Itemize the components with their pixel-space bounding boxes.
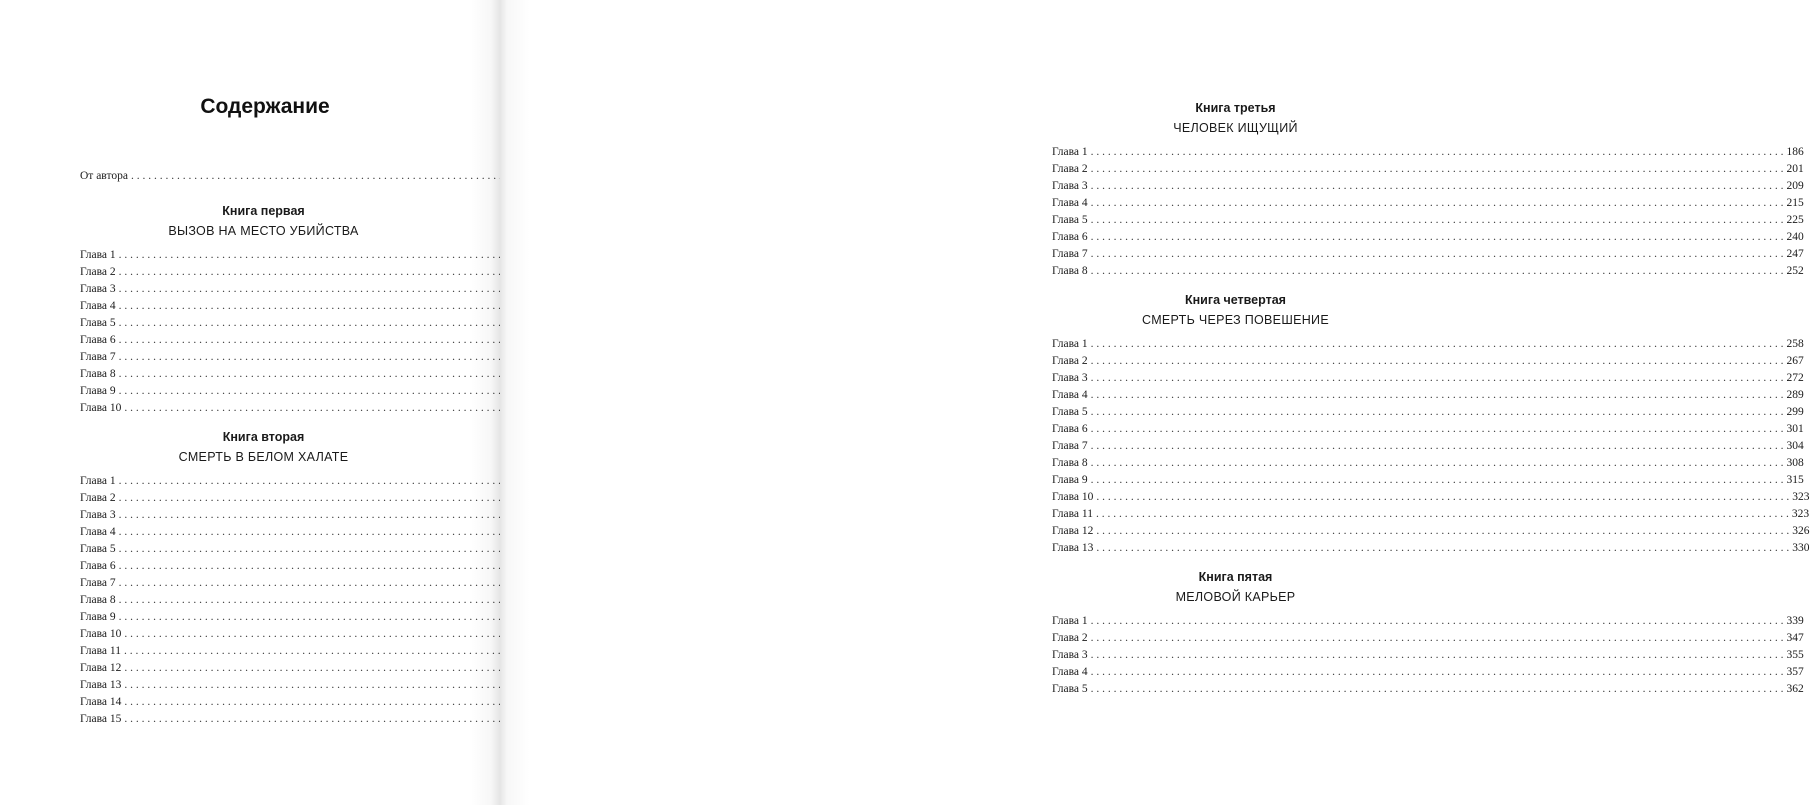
toc-entry-label: Глава 6 [1052, 231, 1088, 243]
toc-entry-page: 272 [1786, 372, 1804, 384]
toc-entry-label: Глава 5 [1052, 406, 1088, 418]
toc-entry[interactable] [1052, 144, 1804, 161]
toc-entry[interactable] [1052, 681, 1804, 698]
toc-entry-page: 323 [1791, 508, 1810, 520]
toc-entry-label: Глава 9 [80, 385, 116, 397]
toc-entry-label: Глава 1 [1052, 615, 1088, 627]
dot-leader [1091, 438, 1784, 455]
toc-entry[interactable] [80, 694, 447, 711]
dot-leader [1091, 161, 1784, 178]
toc-entry-author-note[interactable] [80, 168, 447, 185]
dot-leader [1091, 195, 1784, 212]
toc-entry-page: 355 [1786, 649, 1804, 661]
toc-entry-label: Глава 11 [80, 645, 121, 657]
toc-entry[interactable] [1052, 161, 1804, 178]
toc-entry-label: Глава 3 [1052, 649, 1088, 661]
toc-entry[interactable] [1052, 523, 1810, 540]
toc-entry-label: Глава 10 [80, 402, 122, 414]
left-books [80, 201, 447, 728]
book-heading: Книга четвертая [1185, 293, 1286, 307]
toc-entry-label: Глава 5 [1052, 683, 1088, 695]
toc-entry[interactable] [1052, 212, 1804, 229]
toc-entry[interactable] [1052, 506, 1810, 523]
dot-leader [1096, 523, 1789, 540]
book-section [1052, 98, 1804, 280]
dot-leader [1091, 421, 1784, 438]
toc-entry-page: 357 [1786, 666, 1804, 678]
toc-entry[interactable] [80, 473, 447, 490]
dot-leader [1096, 489, 1789, 506]
toc-entry-label: Глава 6 [80, 334, 116, 346]
toc-entry[interactable] [80, 592, 447, 609]
toc-entry[interactable] [80, 541, 447, 558]
toc-entry[interactable] [80, 298, 447, 315]
toc-entry-label: Глава 12 [80, 662, 122, 674]
toc-entry[interactable] [80, 711, 447, 728]
toc-entry-label: Глава 4 [1052, 197, 1088, 209]
toc-entry[interactable] [80, 558, 447, 575]
toc-entry-page: 252 [1786, 265, 1804, 277]
toc-entry-label: Глава 3 [1052, 180, 1088, 192]
toc-entry-label: Глава 8 [80, 368, 116, 380]
toc-entry-label: Глава 4 [80, 526, 116, 538]
toc-entry-label: Глава 2 [1052, 632, 1088, 644]
book-heading: Книга пятая [1198, 570, 1273, 584]
toc-entry[interactable] [1052, 472, 1804, 489]
toc-entry-label: Глава 7 [1052, 248, 1088, 260]
toc-entry[interactable] [1052, 404, 1804, 421]
toc-entry[interactable] [80, 315, 447, 332]
page-title: Содержание [200, 95, 330, 118]
chapter-list [80, 473, 447, 728]
toc-entry-label: От автора [80, 170, 128, 182]
toc-entry[interactable] [80, 575, 447, 592]
dot-leader [1091, 404, 1784, 421]
toc-entry-label: Глава 4 [80, 300, 116, 312]
toc-entry-label: Глава 2 [1052, 163, 1088, 175]
toc-entry-label: Глава 1 [80, 475, 116, 487]
toc-entry-label: Глава 9 [1052, 474, 1088, 486]
toc-entry-label: Глава 7 [80, 577, 116, 589]
toc-entry-page: 315 [1786, 474, 1804, 486]
toc-entry-page: 323 [1792, 491, 1810, 503]
book-heading: Книга вторая [222, 430, 305, 444]
toc-entry[interactable] [1052, 387, 1804, 404]
toc-entry-page: 289 [1786, 389, 1804, 401]
toc-entry-label: Глава 14 [80, 696, 122, 708]
toc-entry[interactable] [1052, 647, 1804, 664]
right-books [1052, 98, 1810, 698]
toc-entry[interactable] [80, 247, 447, 264]
toc-entry-label: Глава 5 [80, 317, 116, 329]
chapter-list [1052, 613, 1804, 698]
toc-right-column [1052, 98, 1810, 698]
dot-leader [1091, 370, 1784, 387]
toc-entry-label: Глава 10 [1052, 491, 1094, 503]
toc-entry-page: 339 [1786, 615, 1804, 627]
toc-entry-label: Глава 13 [1052, 542, 1094, 554]
toc-entry[interactable] [1052, 489, 1810, 506]
toc-entry-label: Глава 2 [80, 266, 116, 278]
dot-leader [1091, 336, 1784, 353]
toc-entry[interactable] [1052, 263, 1804, 280]
toc-entry[interactable] [1052, 370, 1804, 387]
toc-entry-label: Глава 5 [80, 543, 116, 555]
toc-entry[interactable] [80, 366, 447, 383]
right-page [500, 0, 1810, 805]
toc-entry[interactable] [80, 626, 447, 643]
dot-leader [1091, 246, 1784, 263]
toc-entry-label: Глава 13 [80, 679, 122, 691]
dot-leader [1091, 455, 1784, 472]
toc-entry-label: Глава 2 [80, 492, 116, 504]
chapter-list [80, 247, 447, 417]
dot-leader [1091, 681, 1784, 698]
toc-left-column [80, 168, 447, 728]
toc-entry-label: Глава 3 [80, 283, 116, 295]
toc-entry[interactable] [80, 332, 447, 349]
toc-entry[interactable] [80, 349, 447, 366]
dot-leader [1091, 229, 1784, 246]
toc-entry-label: Глава 4 [1052, 666, 1088, 678]
toc-entry-label: Глава 1 [80, 249, 116, 261]
dot-leader [1091, 263, 1784, 280]
toc-entry[interactable] [80, 643, 447, 660]
dot-leader [1096, 506, 1789, 523]
toc-entry[interactable] [1052, 336, 1804, 353]
book-section [1052, 290, 1810, 557]
toc-entry[interactable] [1052, 664, 1804, 681]
toc-entry-page: 326 [1792, 525, 1810, 537]
toc-entry[interactable] [80, 400, 447, 417]
toc-entry[interactable] [1052, 195, 1804, 212]
toc-entry[interactable] [1052, 613, 1804, 630]
toc-entry[interactable] [80, 609, 447, 626]
book-section [80, 201, 447, 417]
toc-entry-label: Глава 1 [1052, 146, 1088, 158]
toc-entry[interactable] [1052, 246, 1804, 263]
toc-entry-page: 240 [1786, 231, 1804, 243]
dot-leader [1091, 472, 1784, 489]
toc-entry-page: 209 [1786, 180, 1804, 192]
toc-entry[interactable] [1052, 540, 1810, 557]
toc-entry-page: 362 [1786, 683, 1804, 695]
toc-entry[interactable] [80, 281, 447, 298]
toc-entry-label: Глава 6 [80, 560, 116, 572]
book-subtitle: ВЫЗОВ НА МЕСТО УБИЙСТВА [168, 224, 359, 238]
toc-entry-page: 330 [1792, 542, 1810, 554]
toc-entry-label: Глава 3 [1052, 372, 1088, 384]
toc-entry-label: Глава 10 [80, 628, 122, 640]
toc-entry-label: Глава 2 [1052, 355, 1088, 367]
toc-entry[interactable] [80, 524, 447, 541]
toc-entry-label: Глава 3 [80, 509, 116, 521]
book-subtitle: МЕЛОВОЙ КАРЬЕР [1175, 590, 1296, 604]
dot-leader [1091, 647, 1784, 664]
toc-entry-page: 201 [1786, 163, 1804, 175]
dot-leader [1091, 144, 1784, 161]
book-subtitle: ЧЕЛОВЕК ИЩУЩИЙ [1173, 121, 1298, 135]
toc-entry-label: Глава 8 [1052, 265, 1088, 277]
toc-entry[interactable] [1052, 455, 1804, 472]
toc-entry-label: Глава 9 [80, 611, 116, 623]
toc-entry-page: 186 [1786, 146, 1804, 158]
dot-leader [1096, 540, 1789, 557]
toc-entry-page: 299 [1786, 406, 1804, 418]
toc-entry-page: 215 [1786, 197, 1804, 209]
dot-leader [1091, 630, 1784, 647]
toc-entry-page: 225 [1786, 214, 1804, 226]
toc-entry-label: Глава 1 [1052, 338, 1088, 350]
toc-entry[interactable] [80, 383, 447, 400]
toc-entry-label: Глава 8 [80, 594, 116, 606]
toc-entry[interactable] [1052, 630, 1804, 647]
dot-leader [1091, 387, 1784, 404]
toc-entry-page: 267 [1786, 355, 1804, 367]
toc-entry[interactable] [1052, 178, 1804, 195]
toc-entry-label: Глава 8 [1052, 457, 1088, 469]
left-page [0, 0, 500, 805]
toc-entry-label: Глава 5 [1052, 214, 1088, 226]
toc-entry-label: Глава 6 [1052, 423, 1088, 435]
toc-entry-label: Глава 15 [80, 713, 122, 725]
toc-entry[interactable] [80, 490, 447, 507]
dot-leader [1091, 613, 1784, 630]
chapter-list [1052, 336, 1810, 557]
toc-entry-page: 347 [1786, 632, 1804, 644]
toc-entry-label: Глава 7 [80, 351, 116, 363]
dot-leader [1091, 212, 1784, 229]
toc-entry-page: 308 [1786, 457, 1804, 469]
toc-entry[interactable] [80, 264, 447, 281]
book-subtitle: СМЕРТЬ ЧЕРЕЗ ПОВЕШЕНИЕ [1142, 313, 1329, 327]
toc-entry[interactable] [80, 677, 447, 694]
toc-entry-label: Глава 7 [1052, 440, 1088, 452]
book-section [80, 427, 447, 728]
book-section [1052, 567, 1804, 698]
toc-entry-page: 258 [1786, 338, 1804, 350]
toc-entry[interactable] [80, 660, 447, 677]
dot-leader [1091, 178, 1784, 195]
dot-leader [1091, 353, 1784, 370]
toc-entry-page: 301 [1786, 423, 1804, 435]
toc-entry[interactable] [1052, 438, 1804, 455]
toc-entry-page: 304 [1786, 440, 1804, 452]
toc-entry[interactable] [1052, 421, 1804, 438]
toc-entry[interactable] [1052, 229, 1804, 246]
toc-entry[interactable] [80, 507, 447, 524]
toc-entry-label: Глава 4 [1052, 389, 1088, 401]
book-subtitle: СМЕРТЬ В БЕЛОМ ХАЛАТЕ [178, 450, 349, 464]
toc-entry[interactable] [1052, 353, 1804, 370]
book-heading: Книга третья [1195, 101, 1276, 115]
dot-leader [1091, 664, 1784, 681]
toc-entry-label: Глава 12 [1052, 525, 1094, 537]
toc-entry-label: Глава 11 [1052, 508, 1093, 520]
chapter-list [1052, 144, 1804, 280]
toc-entry-page: 247 [1786, 248, 1804, 260]
book-heading: Книга первая [222, 204, 305, 218]
